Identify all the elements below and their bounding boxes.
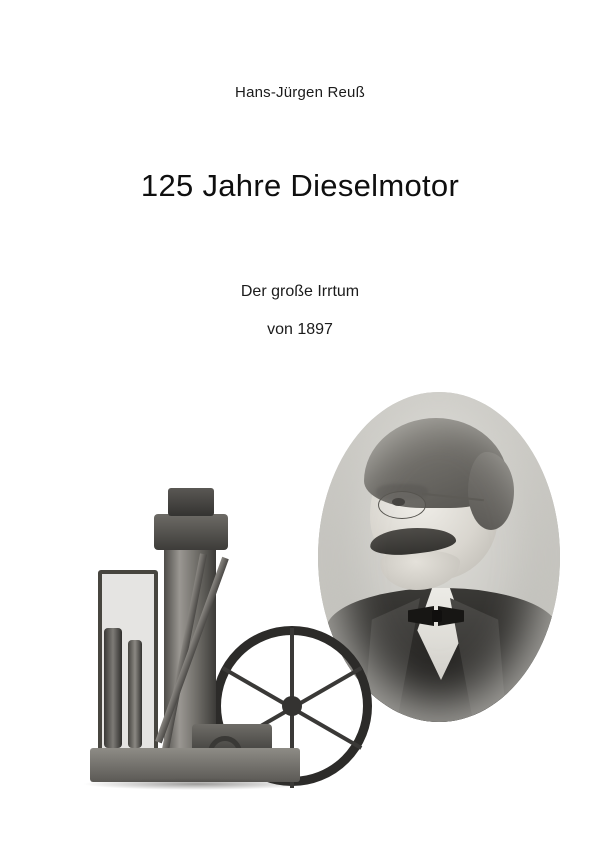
- engine-ground-shadow: [82, 778, 312, 790]
- engine-cylinder-head: [154, 514, 228, 550]
- engine-flywheel-hub: [282, 696, 302, 716]
- book-title: 125 Jahre Dieselmotor: [140, 168, 460, 203]
- book-subtitle: Der große Irrtum: [240, 283, 360, 300]
- engine-tank-right: [128, 640, 142, 748]
- historic-diesel-engine-photo: [72, 478, 352, 798]
- engine-base-plate: [90, 748, 300, 782]
- book-subtitle-secondary: von 1897: [267, 321, 333, 338]
- engine-tank-left: [104, 628, 122, 748]
- author-name: Hans-Jürgen Reuß: [235, 84, 365, 101]
- engine-valve-gear: [168, 488, 214, 516]
